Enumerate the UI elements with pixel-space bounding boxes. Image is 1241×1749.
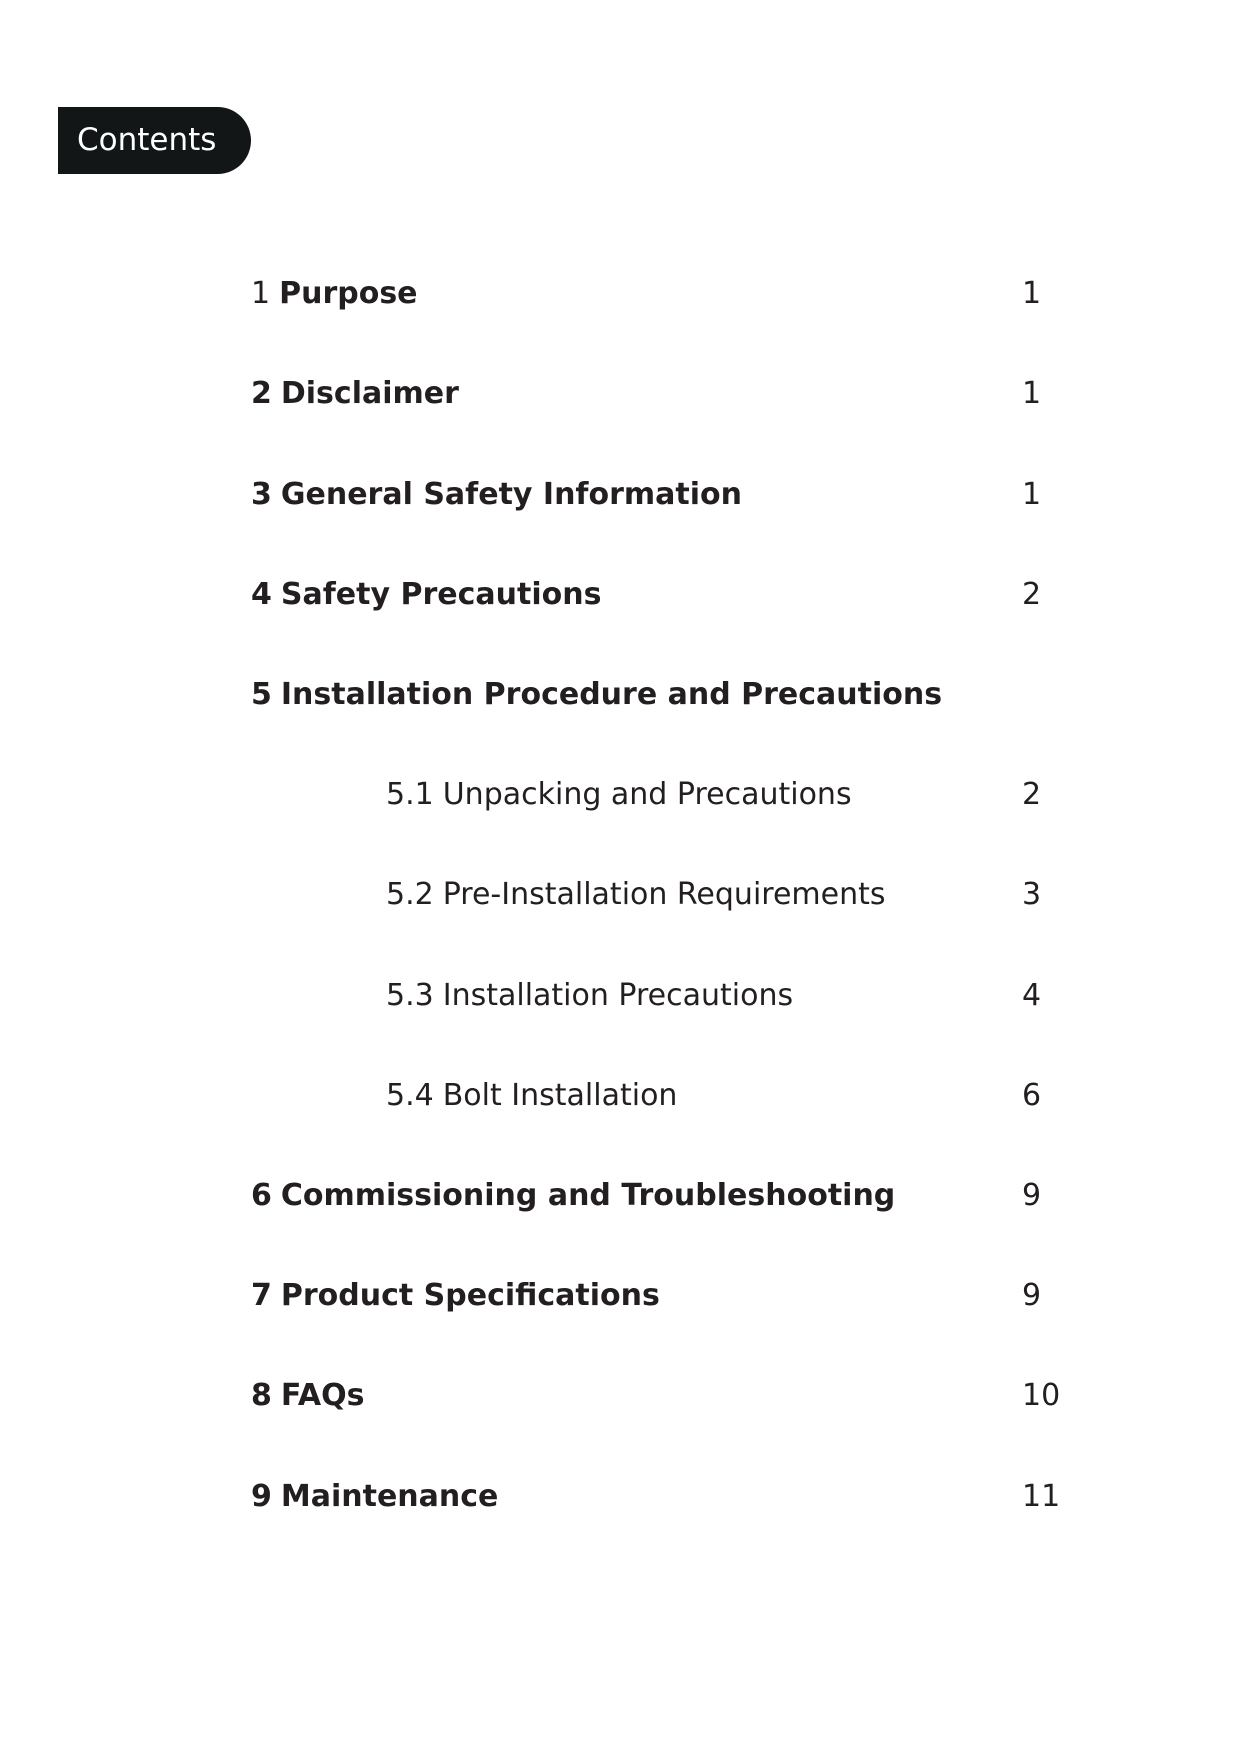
toc-entry-number: 5.1 [386,777,434,812]
toc-entry-text: Purpose [279,276,418,311]
toc-entry-page: 2 [1022,577,1042,612]
toc-entry-page: 6 [1022,1078,1042,1113]
toc-entry-text: Installation Precautions [442,978,794,1013]
toc-entry-title [251,567,601,623]
toc-entry-number: 1 [251,276,271,311]
toc-entry-text: FAQs [280,1378,365,1413]
toc-entry-number: 4 [251,577,272,612]
toc-entry-title [251,467,742,523]
toc-entry-9[interactable] [0,1469,1241,1525]
toc-entry-number: 3 [251,477,272,512]
contents-tab-label: Contents [77,122,217,158]
toc-entry-number: 8 [251,1378,272,1413]
toc-entry-number: 5.3 [386,978,434,1013]
toc-entry-title [251,1368,365,1424]
toc-entry-1[interactable] [0,266,1241,322]
toc-entry-number: 6 [251,1178,272,1213]
toc-entry-page: 10 [1022,1378,1061,1413]
toc-entry-page: 1 [1022,477,1042,512]
toc-entry-text: Product Specifications [280,1278,660,1313]
toc-entry-5[interactable] [0,667,1241,723]
toc-entry-text: Commissioning and Troubleshooting [280,1178,896,1213]
toc-entry-text: Bolt Installation [442,1078,678,1113]
toc-entry-6[interactable] [0,1168,1241,1224]
toc-entry-5-3[interactable] [0,968,1241,1024]
toc-entry-title [251,366,459,422]
toc-entry-5-2[interactable] [0,867,1241,923]
toc-entry-5-4[interactable] [0,1068,1241,1124]
toc-entry-text: Maintenance [280,1479,499,1514]
toc-entry-page: 11 [1022,1479,1061,1514]
toc-entry-text: Pre-Installation Requirements [442,877,886,912]
toc-entry-page: 4 [1022,978,1042,1013]
toc-entry-title [386,767,852,823]
toc-entry-page: 1 [1022,376,1042,411]
toc-entry-2[interactable] [0,366,1241,422]
toc-entry-number: 5.4 [386,1078,434,1113]
toc-entry-title [251,1168,895,1224]
toc-entry-number: 7 [251,1278,272,1313]
toc-entry-page: 9 [1022,1178,1042,1213]
toc-entry-number: 2 [251,376,272,411]
toc-entry-page: 1 [1022,276,1042,311]
toc-entry-title [251,1469,498,1525]
toc-entry-number: 5 [251,677,272,712]
toc-entry-title [251,667,942,723]
toc-entry-title [386,1068,677,1124]
toc-entry-page: 3 [1022,877,1042,912]
toc-entry-title [386,867,886,923]
toc-entry-number: 5.2 [386,877,434,912]
toc-entry-5-1[interactable] [0,767,1241,823]
toc-entry-title [251,1268,660,1324]
toc-entry-8[interactable] [0,1368,1241,1424]
toc-entry-title [251,266,418,322]
toc-entry-number: 9 [251,1479,272,1514]
toc-entry-text: Disclaimer [280,376,459,411]
toc-entry-text: Safety Precautions [280,577,602,612]
toc-entry-page: 2 [1022,777,1042,812]
toc-entry-text: General Safety Information [280,477,742,512]
toc-entry-page: 9 [1022,1278,1042,1313]
toc-entry-title [386,968,793,1024]
toc-entry-text: Installation Procedure and Precautions [280,677,943,712]
toc-entry-3[interactable] [0,467,1241,523]
toc-entry-7[interactable] [0,1268,1241,1324]
toc-entry-4[interactable] [0,567,1241,623]
toc-entry-text: Unpacking and Precautions [442,777,852,812]
